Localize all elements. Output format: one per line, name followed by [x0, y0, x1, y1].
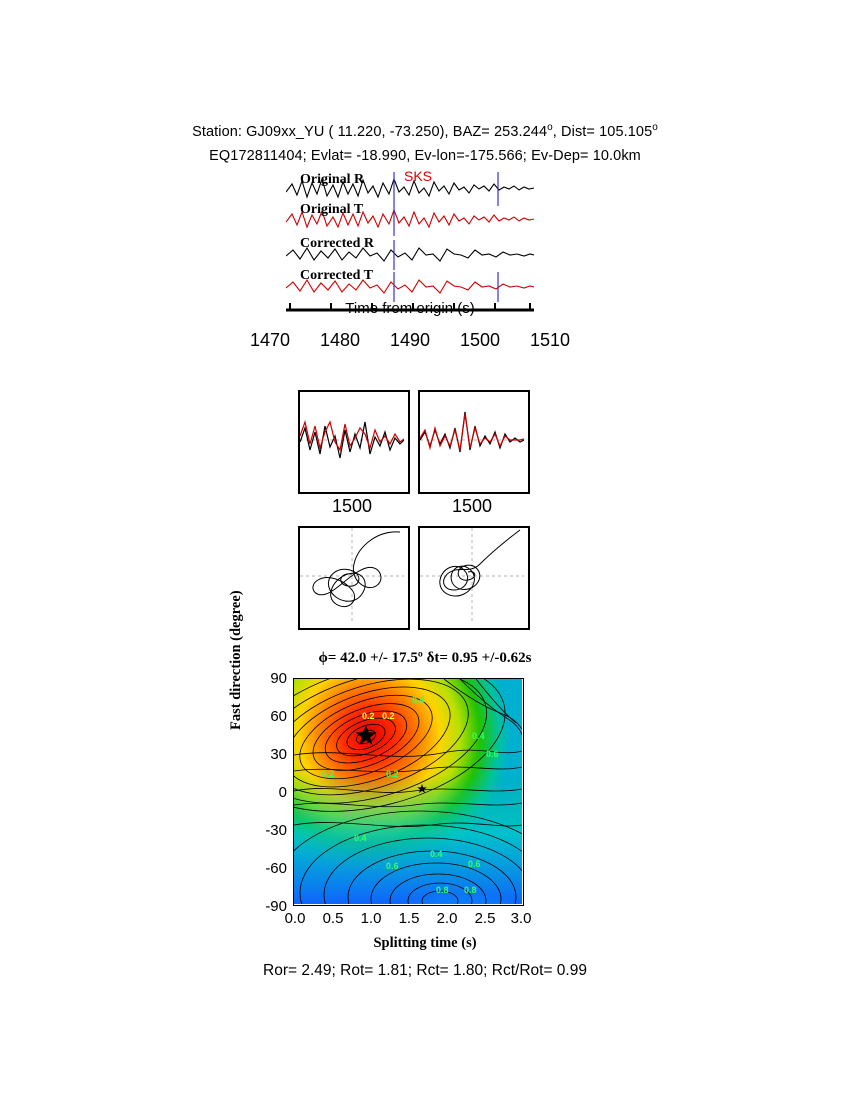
station-info-prefix: Station: GJ09xx_YU ( 11.220, -73.250), BAZ= 253.244 [192, 123, 548, 140]
contour-label-0: 0.2 [362, 711, 375, 721]
contour-x-axis-label: Splitting time (s) [373, 935, 477, 951]
time-tick-4: 1510 [529, 330, 570, 350]
corrected-waveform-svg [420, 392, 524, 488]
x-tick-3.0: 3.0 [510, 910, 532, 927]
x-tick-2.0: 2.0 [436, 910, 458, 927]
label-sks-phase: SKS [404, 168, 433, 184]
contour-label-4: 0.6 [486, 749, 499, 759]
corrected-slow-trace [420, 414, 524, 450]
label-corrected-r: Corrected R [300, 236, 374, 251]
contour-y-axis-label: Fast direction (degree) [228, 590, 244, 730]
contour-x-ticks [284, 910, 532, 930]
contour-y-ticks [243, 670, 287, 915]
contour-label-2: 0.4 [412, 695, 425, 705]
contour-label-6: 0.2 [386, 769, 399, 779]
uncorrected-waveform-svg [300, 392, 404, 488]
station-info-suffix: , Dist= 105.105 [552, 123, 653, 140]
contour-label-9: 0.6 [386, 861, 399, 871]
x-tick-1.0: 1.0 [360, 910, 382, 927]
time-tick-3: 1500 [459, 330, 500, 350]
corrected-waveform-pair [418, 390, 530, 494]
contour-svg [294, 679, 522, 904]
label-original-r: Original R [300, 172, 365, 187]
time-tick-1: 1480 [319, 330, 361, 350]
uncorrected-waveform-pair [298, 390, 410, 494]
contour-label-10: 0.6 [468, 859, 481, 869]
degree-symbol-2: o [652, 122, 658, 133]
station-info-line [0, 118, 850, 142]
time-tick-0: 1470 [250, 330, 291, 350]
corrected-particle-svg [420, 528, 524, 624]
y-tick-0: 0 [278, 784, 287, 801]
contour-label-3: 0.4 [472, 731, 485, 741]
corrected-particle-path [440, 530, 520, 596]
uncorrected-time-tick: 1500 [331, 496, 373, 516]
uncorrected-particle-path [313, 532, 400, 607]
x-tick-2.5: 2.5 [474, 910, 496, 927]
contour-label-1: 0.2 [382, 711, 395, 721]
y-tick-m30: -30 [265, 822, 287, 839]
figure-header [0, 118, 850, 166]
event-info-line: EQ172811404; Evlat= -18.990, Ev-lon=-175.566; Ev-Dep= 10.0km [209, 147, 641, 164]
contour-label-7: 0.4 [354, 833, 367, 843]
uncorrected-particle-svg [300, 528, 404, 624]
contour-plot-area [293, 678, 524, 906]
contour-label-12: 0.8 [464, 885, 477, 895]
time-tick-2: 1490 [389, 330, 431, 350]
y-tick-m60: -60 [265, 860, 287, 877]
contour-label-8: 0.4 [430, 849, 443, 859]
y-tick-m90: -90 [265, 898, 287, 915]
corrected-particle-motion [418, 526, 530, 630]
x-tick-0.0: 0.0 [284, 910, 306, 927]
quality-metrics-line: Ror= 2.49; Rot= 1.81; Rct= 1.80; Rct/Rot= 0.99 [263, 962, 587, 979]
corrected-time-tick: 1500 [451, 496, 493, 516]
label-original-t: Original T [300, 202, 364, 217]
contour-label-5: 0.2 [322, 769, 335, 779]
splitting-result-title: ϕ= 42.0 +/- 17.5º δt= 0.95 +/-0.62s [318, 650, 532, 666]
time-axis-title: Time from origin (s) [345, 300, 475, 317]
x-tick-0.5: 0.5 [322, 910, 344, 927]
y-tick-90: 90 [270, 670, 287, 687]
time-axis-tick-labels [250, 330, 570, 351]
y-tick-60: 60 [270, 708, 287, 725]
y-tick-30: 30 [270, 746, 287, 763]
label-corrected-t: Corrected T [300, 268, 373, 283]
contour-label-11: 0.8 [436, 885, 449, 895]
uncorrected-particle-motion [298, 526, 410, 630]
degree-symbol-1: o [547, 122, 553, 133]
contour-chart [293, 678, 524, 906]
x-tick-1.5: 1.5 [398, 910, 420, 927]
